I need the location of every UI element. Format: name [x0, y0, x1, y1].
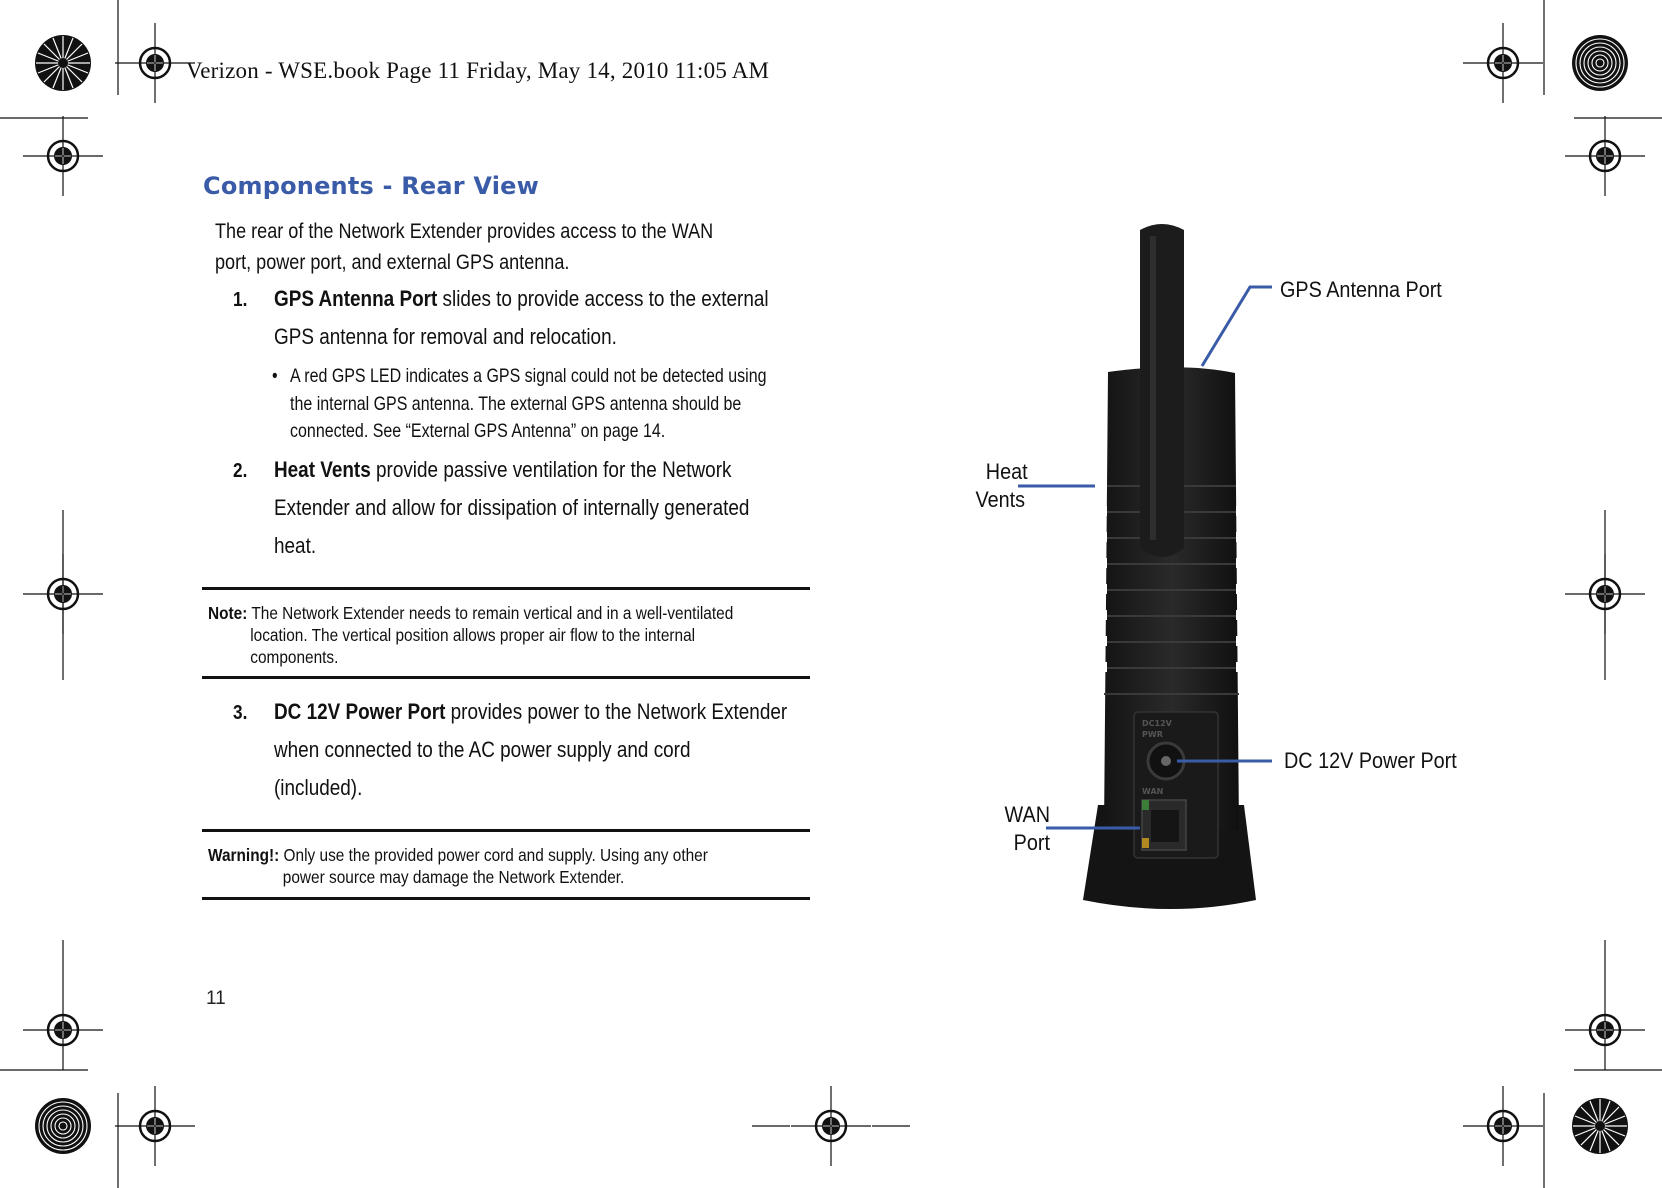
- warning-text: Only use the provided power cord and supply. Using any other: [279, 845, 708, 865]
- item-term: Heat Vents: [274, 457, 371, 482]
- intro-line: port, power port, and external GPS antenna.: [215, 251, 570, 274]
- callout-heat-line2: Vents: [975, 487, 1025, 512]
- callout-heat-line1: Heat: [985, 459, 1028, 484]
- bullet-line: the internal GPS antenna. The external GPS antenna should be: [290, 392, 742, 415]
- section-title: Components - Rear View: [203, 172, 540, 200]
- item-number: 2.: [233, 460, 248, 482]
- item-term: GPS Antenna Port: [274, 286, 438, 311]
- device-wan-label: WAN: [1142, 787, 1164, 796]
- bullet-line: A red GPS LED indicates a GPS signal could not be detected using: [290, 365, 767, 387]
- bullet-line: connected. See “External GPS Antenna” on page 14.: [290, 420, 666, 442]
- wan-led-amber: [1142, 838, 1149, 848]
- item-text: heat.: [274, 533, 317, 558]
- note-label: Note:: [208, 603, 248, 623]
- item-number: 1.: [233, 289, 248, 311]
- page-header: Verizon - WSE.book Page 11 Friday, May 14, 2010 11:05 AM: [186, 58, 770, 83]
- device-pwr-label: PWR: [1142, 730, 1163, 739]
- note-text: The Network Extender needs to remain vertical and in a well-ventilated: [247, 603, 734, 623]
- note-text: components.: [250, 647, 339, 667]
- item-text: when connected to the AC power supply and cord: [274, 737, 691, 762]
- page-number: 11: [206, 988, 226, 1009]
- item-text: (included).: [274, 775, 363, 800]
- item-text: GPS antenna for removal and relocation.: [274, 324, 617, 349]
- callout-dc-power-port: DC 12V Power Port: [1284, 748, 1457, 773]
- item-term: DC 12V Power Port: [274, 699, 446, 724]
- intro-line: The rear of the Network Extender provides access to the WAN: [215, 220, 714, 243]
- callout-wan-line2: Port: [1013, 830, 1050, 855]
- gps-antenna: [1140, 224, 1184, 557]
- wan-led-green: [1142, 800, 1149, 810]
- note-text: location. The vertical position allows proper air flow to the internal: [250, 625, 696, 645]
- item-text: provides power to the Network Extender: [445, 699, 788, 724]
- item-text: Extender and allow for dissipation of internally generated: [274, 495, 750, 520]
- item-text: provide passive ventilation for the Network: [370, 457, 732, 482]
- device-dc-label: DC12V: [1142, 719, 1172, 728]
- item-text: slides to provide access to the external: [437, 286, 769, 311]
- callout-gps-antenna-port: GPS Antenna Port: [1280, 277, 1442, 302]
- callout-wan-line1: WAN: [1004, 802, 1050, 827]
- warning-label: Warning!:: [208, 845, 280, 865]
- warning-text: power source may damage the Network Extender.: [282, 867, 625, 887]
- item-number: 3.: [233, 702, 248, 724]
- bullet-symbol: •: [272, 365, 278, 387]
